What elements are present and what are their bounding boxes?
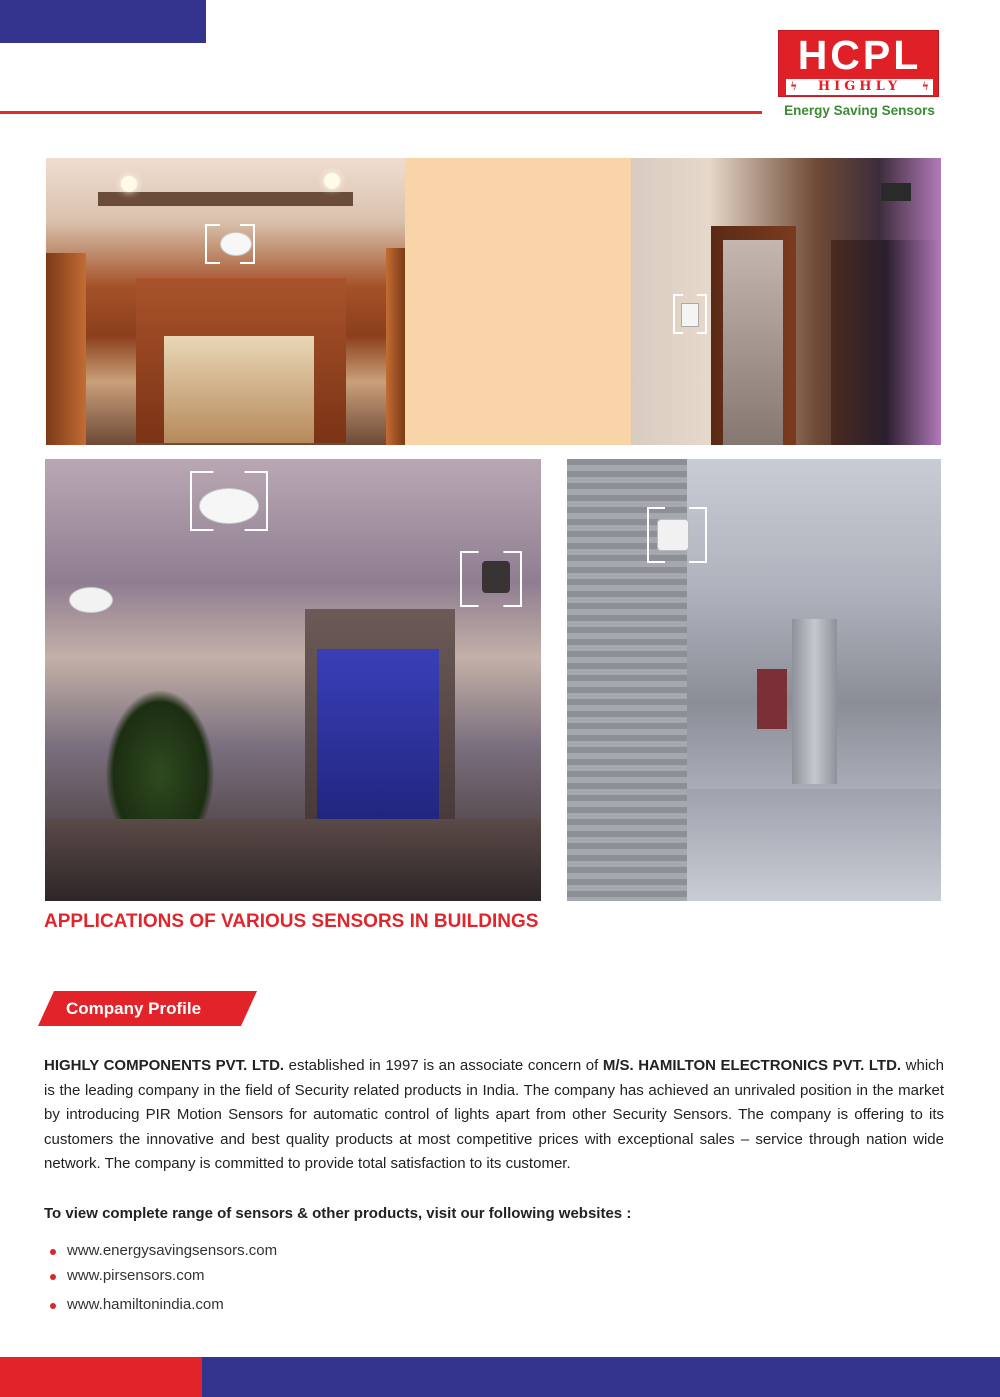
dark-doorway (831, 240, 941, 445)
photo-doors-wall-sensor (631, 158, 941, 445)
bolt-icon: ϟ (790, 80, 798, 93)
logo-brand: HCPL (797, 32, 922, 78)
left-door-frame (46, 253, 86, 445)
top-decor-bar (0, 0, 206, 43)
ceiling-light (324, 173, 340, 189)
logo-tagline: Energy Saving Sensors (784, 103, 935, 118)
website-link[interactable]: www.pirsensors.com (67, 1267, 205, 1284)
visit-websites-line: To view complete range of sensors & other products, visit our following websites : (44, 1205, 632, 1222)
associate-company-name: M/S. HAMILTON ELECTRONICS PVT. LTD. (602, 1057, 902, 1074)
corridor-depth (164, 336, 314, 443)
bullet-icon (50, 1274, 56, 1280)
wall-sensor-icon (681, 303, 699, 327)
granite-floor (45, 819, 541, 901)
bullet-icon (50, 1303, 56, 1309)
profile-text-part: established in 1997 is an associate concern of (284, 1057, 603, 1074)
ceiling-sensor-icon (220, 232, 252, 256)
hcpl-logo (778, 30, 941, 122)
red-wall-panel (757, 669, 787, 729)
ceiling-light (121, 176, 137, 192)
logo-sub-text: HIGHLY (817, 79, 902, 94)
footer-red-bar (0, 1357, 202, 1397)
bolt-icon: ϟ (921, 80, 929, 93)
website-list-item (46, 1266, 546, 1288)
logo-box (778, 30, 939, 97)
company-profile-label: Company Profile (66, 999, 202, 1018)
footer-blue-bar (202, 1357, 1000, 1397)
ceiling-sensor-icon (69, 587, 113, 613)
website-link[interactable]: www.energysavingsensors.com (67, 1242, 278, 1259)
website-list-item (46, 1241, 546, 1263)
ceiling-sensor-icon (199, 488, 259, 524)
blue-elevator-doors (317, 649, 439, 844)
photo-corridor-ceiling-sensor (46, 158, 405, 445)
frosted-door (723, 240, 783, 445)
wall-sensor-icon (482, 561, 510, 593)
company-profile-text (44, 1054, 944, 1177)
company-name: HIGHLY COMPONENTS PVT. LTD. (44, 1057, 285, 1074)
bullet-icon (50, 1249, 56, 1255)
applications-heading: APPLICATIONS OF VARIOUS SENSORS IN BUILDINGS (44, 911, 539, 932)
website-link[interactable]: www.hamiltonindia.com (67, 1296, 224, 1313)
right-door-frame (386, 248, 405, 445)
logo-sub (786, 79, 933, 95)
header-rule (0, 111, 762, 114)
exit-sign (881, 183, 911, 201)
photo-lobby-sensors (45, 459, 541, 901)
photo-hall-wall-sensor (567, 459, 941, 901)
ceiling-vent (98, 192, 353, 206)
wall-sensor-icon (657, 519, 689, 551)
company-profile-tab (38, 991, 257, 1026)
photo-peach-panel (405, 158, 631, 445)
profile-text-part: which is the leading company in the field of Security related products in India. The company has achieved an unrivaled position in the market by introducing PIR Motion Sensors for automatic control of lights apart from other Security Sensors. The company is offering to its customers the innovative and best quality products at most competitive prices with exceptional sales – service through nation wide network. The company is committed to provide total satisfaction to its customer. (44, 1057, 944, 1172)
website-list-item (46, 1295, 546, 1317)
round-pillar (792, 619, 837, 784)
marble-floor (687, 789, 941, 901)
